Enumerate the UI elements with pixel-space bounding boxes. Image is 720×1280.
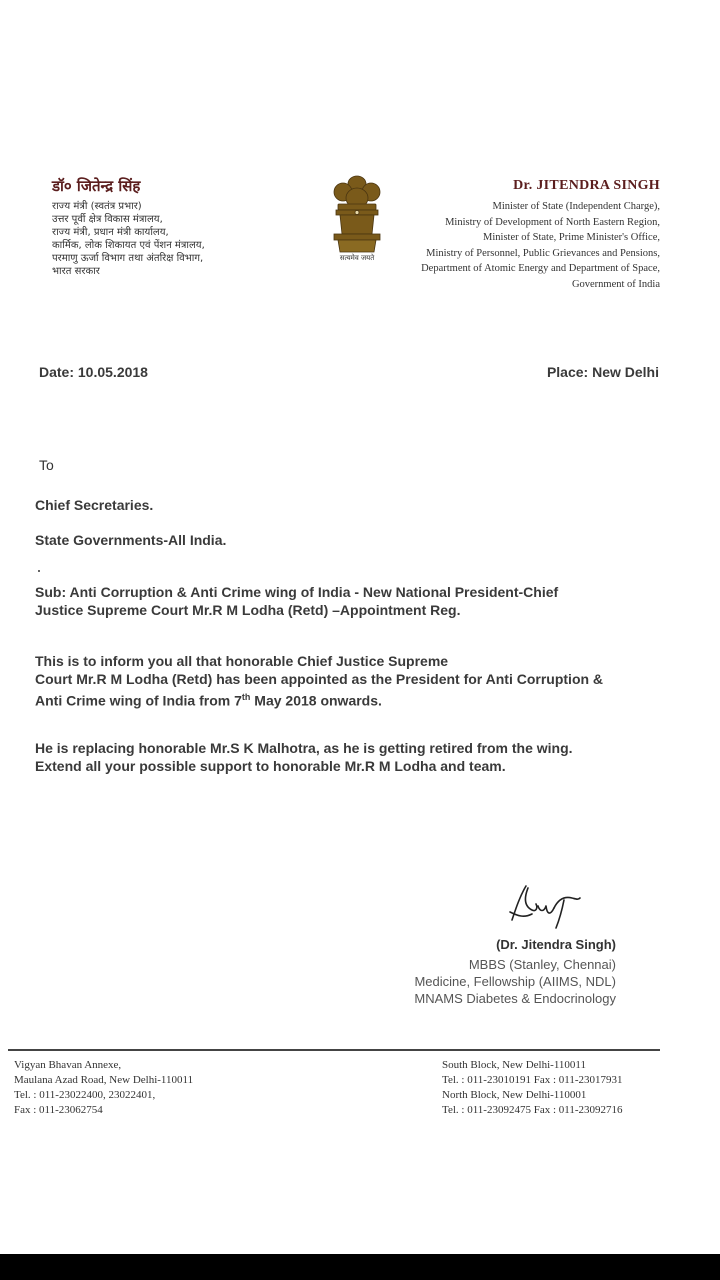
letter-place: Place: New Delhi	[546, 364, 659, 380]
hindi-designation-line: राज्य मंत्री, प्रधान मंत्री कार्यालय,	[52, 227, 169, 238]
footer-divider	[8, 1049, 660, 1051]
hindi-designation-line: राज्य मंत्री (स्वतंत्र प्रभार)	[52, 201, 142, 212]
hindi-designation-line: उत्तर पूर्वी क्षेत्र विकास मंत्रालय,	[52, 214, 163, 225]
body-line: This is to inform you all that honorable Chief Justice Supreme	[35, 653, 449, 669]
letterhead-hindi	[52, 176, 312, 278]
english-designation-line: Minister of State (Independent Charge),	[492, 201, 660, 212]
letterhead-english	[360, 178, 660, 292]
body-line-text: Anti Crime wing of India from 7	[35, 692, 242, 709]
footer-line: South Block, New Delhi-110011	[442, 1059, 587, 1071]
recipient-line: Chief Secretaries.	[35, 497, 154, 513]
to-label: To	[39, 457, 54, 473]
english-designation-line: Department of Atomic Energy and Department of Space,	[421, 263, 660, 274]
screen-bottom-bar	[0, 1254, 720, 1280]
english-designation-line: Ministry of Personnel, Public Grievances and Pensions,	[426, 247, 660, 259]
signatory-qualification: Medicine, Fellowship (AIIMS, NDL)	[414, 974, 616, 989]
footer-line: Tel. : 011-23010191 Fax : 011-23017931	[442, 1074, 623, 1086]
footer-line: Maulana Azad Road, New Delhi-110011	[14, 1074, 194, 1086]
hindi-designation-line: परमाणु ऊर्जा विभाग तथा अंतरिक्ष विभाग,	[52, 253, 204, 264]
subject-line: Sub: Anti Corruption & Anti Crime wing of India - New National President-Chief	[35, 584, 559, 600]
recipient-line: State Governments-All India.	[35, 532, 227, 548]
footer-line: North Block, New Delhi-110001	[442, 1089, 587, 1101]
minister-name-hindi: डॉ० जितेन्द्र सिंह	[52, 177, 141, 195]
signatory-qualification: MBBS (Stanley, Chennai)	[468, 957, 616, 972]
handwritten-signature	[506, 882, 586, 930]
hindi-designation-line: भारत सरकार	[52, 266, 100, 277]
body-line: He is replacing honorable Mr.S K Malhotra, as he is getting retired from the wing.	[35, 740, 573, 756]
footer-line: Tel. : 011-23092475 Fax : 011-23092716	[442, 1104, 623, 1116]
stray-dot	[38, 570, 40, 572]
signatory-qualification: MNAMS Diabetes & Endocrinology	[414, 991, 616, 1006]
body-line: Court Mr.R M Lodha (Retd) has been appointed as the President for Anti Corruption &	[35, 671, 604, 687]
emblem-motto: सत्यमेव जयते	[339, 254, 375, 262]
letter-date: Date: 10.05.2018	[39, 364, 148, 380]
body-line: Extend all your possible support to honorable Mr.R M Lodha and team.	[35, 758, 506, 774]
minister-name-english: Dr. JITENDRA SINGH	[513, 178, 660, 193]
ordinal-suffix: th	[241, 692, 251, 702]
footer-line: Tel. : 011-23022400, 23022401,	[14, 1089, 156, 1101]
english-designation-line: Minister of State, Prime Minister's Office,	[483, 232, 660, 243]
footer-line: Vigyan Bhavan Annexe,	[14, 1059, 122, 1071]
hindi-designation-line: कार्मिक, लोक शिकायत एवं पेंशन मंत्रालय,	[52, 240, 205, 251]
english-designation-line: Government of India	[571, 278, 660, 290]
english-designation-line: Ministry of Development of North Eastern Region,	[445, 216, 660, 228]
body-line-text: May 2018 onwards.	[250, 692, 382, 709]
footer-line: Fax : 011-23062754	[14, 1104, 103, 1116]
body-line	[35, 688, 382, 710]
subject-line: Justice Supreme Court Mr.R M Lodha (Retd) –Appointment Reg.	[35, 602, 461, 618]
signatory-name: (Dr. Jitendra Singh)	[496, 937, 616, 952]
